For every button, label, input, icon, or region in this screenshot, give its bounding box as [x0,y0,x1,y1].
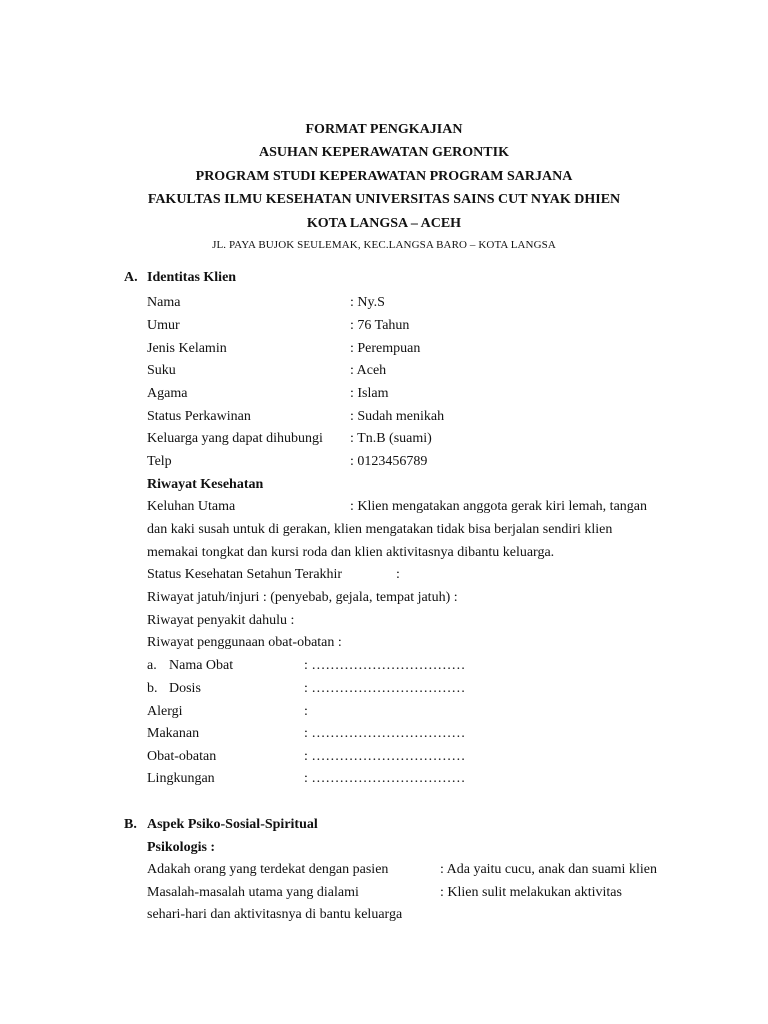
obat-item-letter: a. [147,658,157,673]
obat-item-value: : …………………………… [304,681,466,696]
field-value: : Tn.B (suami) [350,431,432,446]
field-label: Jenis Kelamin [147,341,227,356]
section-b-title: Aspek Psiko-Sosial-Spiritual [147,817,318,832]
header-address: JL. PAYA BUJOK SEULEMAK, KEC.LANGSA BARO – KOTA LANGSA [212,238,556,251]
field-label: Status Perkawinan [147,409,251,424]
riwayat-penyakit: Riwayat penyakit dahulu : [147,613,295,628]
obat-item-value: : …………………………… [304,658,466,673]
keluhan-label: Keluhan Utama [147,499,236,514]
section-a-letter: A. [124,270,138,285]
status-kesehatan-value: : [396,567,400,582]
header-line-4: FAKULTAS ILMU KESEHATAN UNIVERSITAS SAINS CUT NYAK DHIEN [147,192,621,208]
alergi-item-value: : …………………………… [304,771,466,786]
document-header [0,118,768,255]
alergi-item-label: Makanan [147,726,200,741]
field-label: Telp [147,454,172,469]
header-line-2: ASUHAN KEPERAWATAN GERONTIK [259,145,509,161]
keluhan-line-3: memakai tongkat dan kursi roda dan klien aktivitasnya dibantu keluarga. [147,545,555,560]
section-a-title: Identitas Klien [147,270,237,285]
field-value: : 76 Tahun [350,318,410,333]
field-label: Keluarga yang dapat dihubungi [147,431,323,446]
section-a-heading [124,270,236,286]
obat-item-letter: b. [147,681,158,696]
alergi-item-label: Obat-obatan [147,749,217,764]
status-kesehatan-label: Status Kesehatan Setahun Terakhir [147,567,343,582]
field-label: Umur [147,318,180,333]
field-value: : Ny.S [350,295,385,310]
psiko-question-label: Adakah orang yang terdekat dengan pasien [147,862,389,877]
section-b-heading [124,814,318,836]
field-value: : Perempuan [350,341,421,356]
header-line-5: KOTA LANGSA – ACEH [306,215,462,231]
alergi-item-label: Lingkungan [147,771,215,786]
psikologis-heading: Psikologis : [147,840,216,855]
field-label: Suku [147,363,176,378]
riwayat-kesehatan-heading: Riwayat Kesehatan [147,477,264,492]
psiko-question-value: : Klien sulit melakukan aktivitas [440,885,622,900]
field-value: : Islam [350,386,389,401]
alergi-item-value: : …………………………… [304,749,466,764]
field-value: : Aceh [350,363,387,378]
riwayat-obat: Riwayat penggunaan obat-obatan : [147,635,342,650]
keluhan-line-2: dan kaki susah untuk di gerakan, klien mengatakan tidak bisa berjalan sendiri klien [147,522,613,537]
field-label: Agama [147,386,188,401]
field-value: : 0123456789 [350,454,428,469]
header-line-3: PROGRAM STUDI KEPERAWATAN PROGRAM SARJANA [195,168,573,184]
alergi-value: : [304,704,308,719]
obat-item-label: Dosis [169,681,201,696]
alergi-label: Alergi [147,704,183,719]
psiko-question-line-2: sehari-hari dan aktivitasnya di bantu keluarga [147,907,403,922]
field-label: Nama [147,295,181,310]
psiko-question-value: : Ada yaitu cucu, anak dan suami klien [440,862,657,877]
alergi-item-value: : …………………………… [304,726,466,741]
psiko-question-label: Masalah-masalah utama yang dialami [147,885,359,900]
header-line-1: FORMAT PENGKAJIAN [305,122,463,137]
keluhan-value: : Klien mengatakan anggota gerak kiri lemah, tangan [350,499,648,514]
field-value: : Sudah menikah [350,409,445,424]
obat-item-label: Nama Obat [169,658,234,673]
riwayat-jatuh: Riwayat jatuh/injuri : (penyebab, gejala, tempat jatuh) : [147,590,458,605]
section-b-letter: B. [124,817,137,832]
